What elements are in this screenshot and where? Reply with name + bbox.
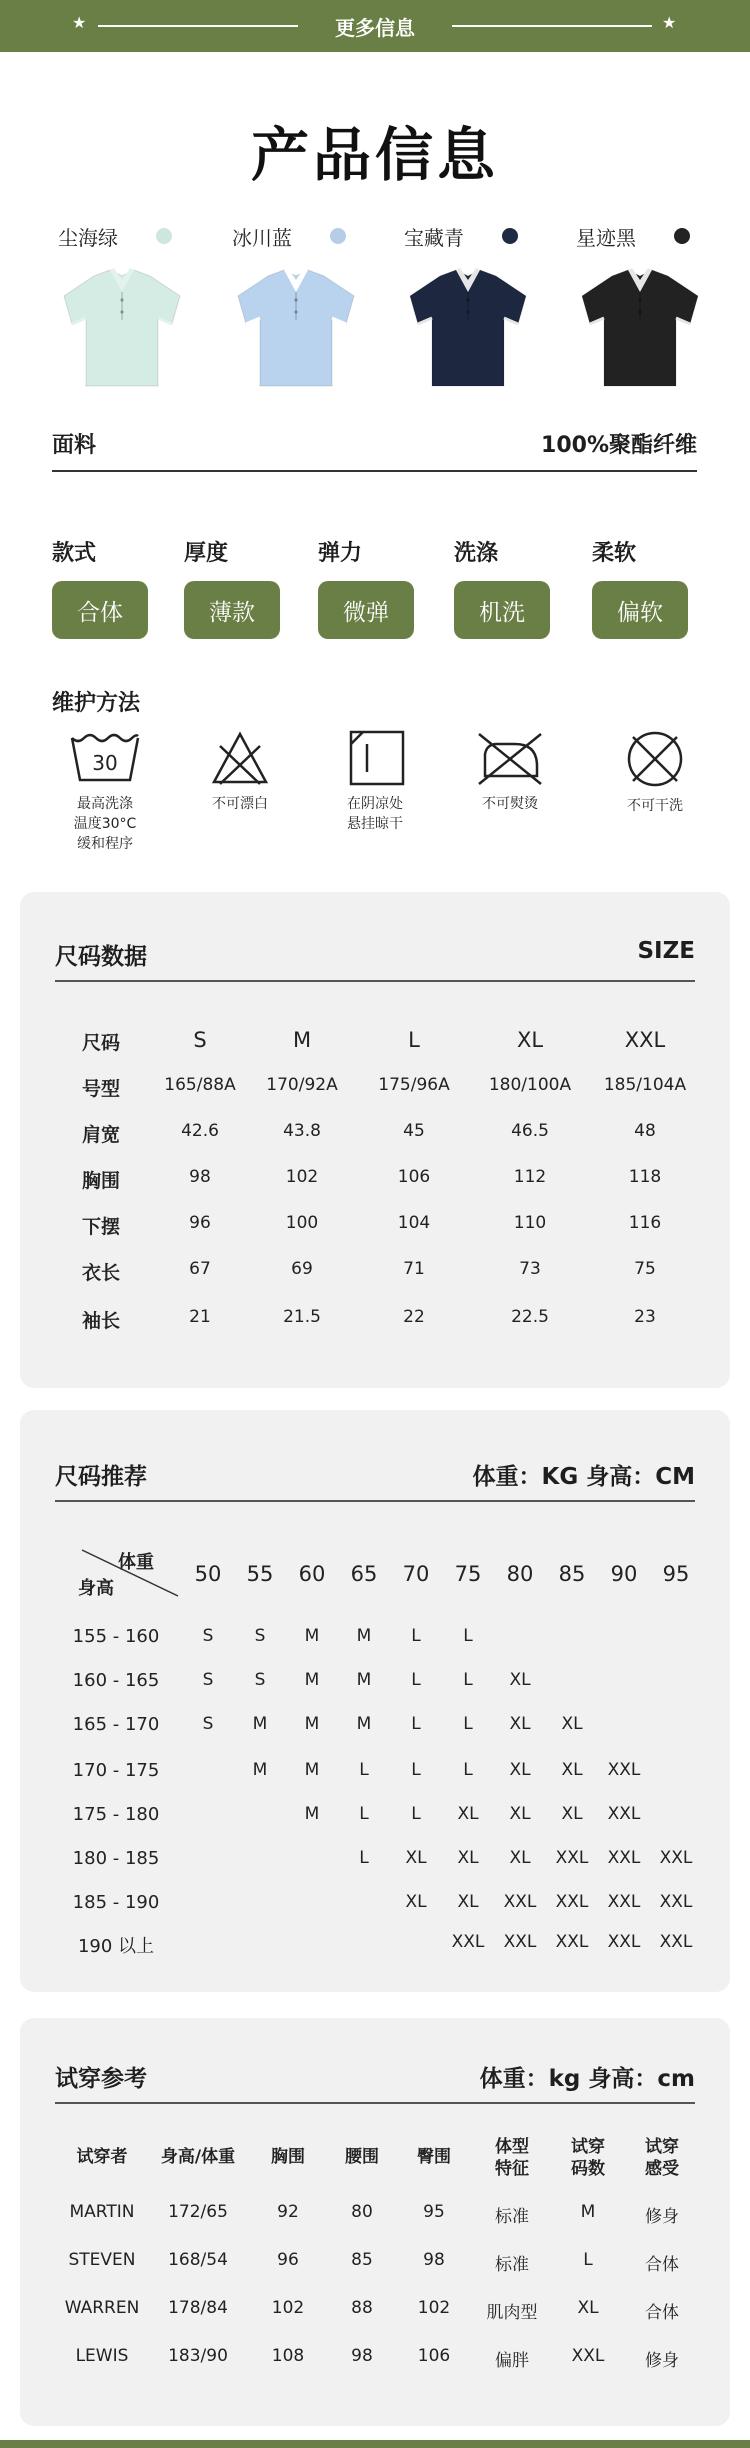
size-recommend-panel (20, 1410, 730, 1992)
svg-text:30: 30 (92, 751, 118, 775)
try-on-cell: 178/84 (168, 2298, 228, 2318)
try-on-cell: 标准 (495, 2255, 529, 2275)
attribute-badge: 薄款 (184, 581, 280, 639)
no-dry-clean-icon (590, 730, 720, 788)
size-data-cell: 116 (628, 1213, 662, 1233)
try-on-header-line: 特征 (495, 2159, 529, 2179)
try-on-header-line: 胸围 (271, 2147, 305, 2167)
size-data-cell: 22.5 (511, 1307, 549, 1327)
attribute-badge: 微弹 (318, 581, 414, 639)
care-text (310, 794, 440, 834)
weight-header-cell: 80 (506, 1562, 534, 1586)
recommended-size-cell: L (463, 1760, 473, 1780)
recommended-size-cell: XL (509, 1760, 531, 1780)
recommended-size-cell: L (359, 1804, 369, 1824)
size-data-row-label: 衣长 (82, 1262, 121, 1284)
no-bleach-icon (175, 730, 305, 786)
banner-title: 更多信息 (335, 16, 415, 40)
size-recommend-unit: 体重：KG 身高：CM (472, 1464, 695, 1490)
recommended-size-cell: XXL (659, 1892, 693, 1912)
size-data-cell: 73 (519, 1259, 541, 1279)
size-data-row-label: 胸围 (82, 1170, 121, 1192)
recommended-size-cell: L (411, 1714, 421, 1734)
size-header-cell: S (193, 1028, 207, 1052)
recommended-size-cell: L (463, 1714, 473, 1734)
attribute-badge: 合体 (52, 581, 148, 639)
size-header-cell: XXL (624, 1028, 666, 1052)
try-on-cell: 183/90 (168, 2346, 228, 2366)
recommended-size-cell: L (463, 1670, 473, 1690)
height-range-label: 155 - 160 (72, 1626, 160, 1647)
try-on-title: 试穿参考 (55, 2066, 147, 2092)
size-data-cell: 180/100A (488, 1075, 572, 1095)
attribute-badge: 机洗 (454, 581, 550, 639)
size-data-cell: 102 (285, 1167, 319, 1187)
try-on-cell: 95 (423, 2202, 445, 2222)
try-on-cell: XXL (571, 2346, 605, 2366)
care-text-line: 最高洗涤 (77, 796, 133, 812)
recommended-size-cell: L (411, 1626, 421, 1646)
size-recommend-header (55, 1450, 695, 1502)
star-icon: ★ (662, 13, 677, 32)
recommended-size-cell: XL (509, 1714, 531, 1734)
recommended-size-cell: M (356, 1626, 372, 1646)
polo-shirt-image (52, 262, 192, 392)
try-on-cell: 修身 (645, 2351, 679, 2371)
try-on-header-cell (606, 2136, 718, 2180)
fabric-label: 面料 (52, 433, 97, 458)
recommended-size-cell: M (356, 1670, 372, 1690)
star-icon: ★ (72, 13, 87, 32)
height-range-label: 175 - 180 (72, 1804, 160, 1825)
recommended-size-cell: L (359, 1760, 369, 1780)
size-data-cell: 170/92A (266, 1075, 338, 1095)
care-text-line: 不可熨烫 (482, 796, 538, 812)
recommended-size-cell: L (463, 1626, 473, 1646)
recommended-size-cell: L (411, 1804, 421, 1824)
height-range-label: 180 - 185 (72, 1848, 160, 1869)
try-on-cell: 106 (417, 2346, 451, 2366)
recommended-size-cell: M (304, 1760, 320, 1780)
try-on-cell: 172/65 (168, 2202, 228, 2222)
attribute-2 (318, 536, 428, 639)
weight-header-cell: 50 (194, 1562, 222, 1586)
attribute-3 (454, 536, 564, 639)
dry-in-shade-icon (310, 730, 440, 786)
size-data-cell: 185/104A (603, 1075, 687, 1095)
color-name: 尘海绿 (58, 226, 118, 250)
weight-header-cell: 70 (402, 1562, 430, 1586)
size-data-cell: 71 (403, 1259, 425, 1279)
try-on-header-line: 试穿者 (76, 2147, 128, 2167)
try-on-cell: 102 (271, 2298, 305, 2318)
recommended-size-cell: M (252, 1760, 268, 1780)
recommended-size-cell: XXL (503, 1892, 537, 1912)
try-on-person-name: LEWIS (75, 2346, 129, 2366)
weight-header-cell: 60 (298, 1562, 326, 1586)
try-on-header-line: 试穿 (645, 2137, 679, 2157)
recommended-size-cell: S (202, 1626, 214, 1646)
recommended-size-cell: XXL (607, 1848, 641, 1868)
care-item (40, 730, 170, 854)
attribute-4 (592, 536, 702, 639)
care-text-line: 不可漂白 (212, 796, 268, 812)
care-item (175, 730, 305, 814)
care-text-line: 缓和程序 (77, 836, 133, 852)
size-data-cell: 104 (397, 1213, 431, 1233)
attribute-label: 款式 (52, 541, 97, 566)
size-data-row-label: 号型 (82, 1078, 121, 1100)
corner-weight-label: 体重 (118, 1552, 154, 1573)
weight-header-cell: 90 (610, 1562, 638, 1586)
color-dot (502, 228, 518, 244)
recommended-size-cell: S (254, 1626, 266, 1646)
recommended-size-cell: XXL (555, 1892, 589, 1912)
size-data-cell: 75 (634, 1259, 656, 1279)
recommended-size-cell: XXL (607, 1760, 641, 1780)
corner-height-label: 身高 (78, 1578, 114, 1599)
footer-bar (0, 2440, 750, 2448)
recommended-size-cell: XL (509, 1670, 531, 1690)
try-on-cell: 92 (277, 2202, 299, 2222)
attribute-0 (52, 536, 162, 639)
recommended-size-cell: XXL (659, 1848, 693, 1868)
try-on-header-line: 感受 (645, 2159, 679, 2179)
polo-shirt-image (398, 262, 538, 392)
try-on-cell: 88 (351, 2298, 373, 2318)
recommended-size-cell: XXL (659, 1932, 693, 1952)
size-data-title: 尺码数据 (55, 944, 147, 970)
try-on-cell: L (583, 2250, 593, 2270)
try-on-cell: 108 (271, 2346, 305, 2366)
attribute-label: 洗涤 (454, 541, 499, 566)
fabric-value: 100%聚酯纤维 (541, 433, 697, 458)
corner-divider (80, 1548, 180, 1602)
size-data-cell: 67 (189, 1259, 211, 1279)
try-on-header-line: 试穿 (571, 2137, 605, 2157)
size-data-cell: 175/96A (378, 1075, 450, 1095)
recommended-size-cell: XXL (607, 1932, 641, 1952)
recommended-size-cell: XL (457, 1892, 479, 1912)
color-name: 宝藏青 (404, 226, 464, 250)
try-on-panel (20, 2018, 730, 2426)
recommended-size-cell: M (304, 1714, 320, 1734)
height-range-label: 190 以上 (77, 1936, 155, 1957)
size-data-cell: 100 (285, 1213, 319, 1233)
recommended-size-cell: XL (561, 1714, 583, 1734)
recommended-size-cell: L (411, 1760, 421, 1780)
try-on-cell: 85 (351, 2250, 373, 2270)
try-on-cell: 标准 (495, 2207, 529, 2227)
recommended-size-cell: M (304, 1670, 320, 1690)
try-on-header (55, 2052, 695, 2104)
polo-shirt-image (226, 262, 366, 392)
fabric-row (52, 422, 697, 472)
recommended-size-cell: L (359, 1848, 369, 1868)
size-data-cell: 45 (403, 1121, 425, 1141)
care-text-line: 温度30°C (73, 816, 137, 832)
recommended-size-cell: XL (561, 1804, 583, 1824)
try-on-person-name: STEVEN (68, 2250, 136, 2270)
try-on-header-line: 身高/体重 (160, 2147, 236, 2167)
recommended-size-cell: S (202, 1670, 214, 1690)
height-range-label: 165 - 170 (72, 1714, 160, 1735)
try-on-header-line: 腰围 (345, 2147, 379, 2167)
try-on-header-line: 码数 (571, 2159, 605, 2179)
size-data-cell: 46.5 (511, 1121, 549, 1141)
try-on-cell: 102 (417, 2298, 451, 2318)
care-text (175, 794, 305, 814)
care-item (590, 730, 720, 816)
try-on-cell: M (580, 2202, 596, 2222)
recommended-size-cell: XXL (607, 1804, 641, 1824)
recommended-size-cell: S (202, 1714, 214, 1734)
color-dot (674, 228, 690, 244)
size-data-row-label: 袖长 (82, 1310, 121, 1332)
polo-shirt-image (570, 262, 710, 392)
size-data-cell: 69 (291, 1259, 313, 1279)
try-on-cell: 修身 (645, 2207, 679, 2227)
size-data-cell: 43.8 (283, 1121, 321, 1141)
top-banner (0, 0, 750, 52)
try-on-cell: 98 (351, 2346, 373, 2366)
size-data-cell: 98 (189, 1167, 211, 1187)
size-data-cell: 23 (634, 1307, 656, 1327)
height-range-label: 160 - 165 (72, 1670, 160, 1691)
weight-header-cell: 85 (558, 1562, 586, 1586)
size-data-panel (20, 892, 730, 1388)
care-text-line: 悬挂晾干 (347, 816, 403, 832)
care-text (445, 794, 575, 814)
size-data-cell: 21 (189, 1307, 211, 1327)
size-data-unit: SIZE (637, 938, 695, 964)
recommended-size-cell: M (304, 1804, 320, 1824)
care-text-line: 不可干洗 (627, 798, 683, 814)
size-data-cell: 21.5 (283, 1307, 321, 1327)
recommended-size-cell: XXL (607, 1892, 641, 1912)
try-on-cell: XL (577, 2298, 599, 2318)
size-data-cell: 118 (628, 1167, 662, 1187)
care-text (40, 794, 170, 854)
recommended-size-cell: XL (561, 1760, 583, 1780)
size-header-cell: XL (516, 1028, 544, 1052)
try-on-cell: 肌肉型 (486, 2303, 538, 2323)
color-dot (330, 228, 346, 244)
banner-divider-right (452, 25, 652, 27)
weight-header-cell: 65 (350, 1562, 378, 1586)
recommended-size-cell: M (356, 1714, 372, 1734)
size-data-row-label: 下摆 (82, 1216, 121, 1238)
recommended-size-cell: XXL (451, 1932, 485, 1952)
height-range-label: 185 - 190 (72, 1892, 160, 1913)
try-on-header-line: 体型 (495, 2137, 529, 2157)
care-item (445, 730, 575, 814)
try-on-cell: 偏胖 (495, 2351, 529, 2371)
try-on-cell: 168/54 (168, 2250, 228, 2270)
size-data-cell: 110 (513, 1213, 547, 1233)
care-text-line: 在阴凉处 (347, 796, 403, 812)
weight-header-cell: 95 (662, 1562, 690, 1586)
recommended-size-cell: M (304, 1626, 320, 1646)
recommended-size-cell: XL (509, 1804, 531, 1824)
try-on-cell: 合体 (645, 2303, 679, 2323)
size-header-cell: L (408, 1028, 420, 1052)
size-data-cell: 96 (189, 1213, 211, 1233)
recommended-size-cell: XXL (555, 1932, 589, 1952)
attribute-label: 厚度 (184, 541, 229, 566)
size-data-cell: 42.6 (181, 1121, 219, 1141)
weight-header-cell: 55 (246, 1562, 274, 1586)
care-title: 维护方法 (52, 691, 141, 716)
page-title: 产品信息 (250, 121, 499, 189)
try-on-unit: 体重：kg 身高：cm (479, 2066, 695, 2092)
size-data-cell: 48 (634, 1121, 656, 1141)
try-on-cell: 80 (351, 2202, 373, 2222)
recommended-size-cell: XXL (503, 1932, 537, 1952)
color-name: 星迹黑 (576, 226, 636, 250)
try-on-cell: 96 (277, 2250, 299, 2270)
color-name: 冰川蓝 (232, 226, 292, 250)
size-data-cell: 106 (397, 1167, 431, 1187)
height-range-label: 170 - 175 (72, 1760, 160, 1781)
recommended-size-cell: XL (457, 1848, 479, 1868)
size-recommend-title: 尺码推荐 (55, 1464, 147, 1490)
size-header-cell: M (292, 1028, 312, 1052)
try-on-cell: 98 (423, 2250, 445, 2270)
attribute-label: 弹力 (318, 541, 363, 566)
care-item (310, 730, 440, 834)
recommended-size-cell: M (252, 1714, 268, 1734)
size-data-cell: 165/88A (164, 1075, 236, 1095)
size-data-row-label: 尺码 (82, 1032, 121, 1054)
recommended-size-cell: S (254, 1670, 266, 1690)
recommended-size-cell: XL (405, 1848, 427, 1868)
size-data-row-label: 肩宽 (82, 1124, 121, 1146)
recommended-size-cell: L (411, 1670, 421, 1690)
no-iron-icon (445, 730, 575, 786)
wash-30-icon (40, 730, 170, 786)
recommended-size-cell: XXL (555, 1848, 589, 1868)
color-dot (156, 228, 172, 244)
attribute-1 (184, 536, 294, 639)
attribute-badge: 偏软 (592, 581, 688, 639)
try-on-person-name: MARTIN (69, 2202, 135, 2222)
recommended-size-cell: XL (457, 1804, 479, 1824)
size-data-cell: 112 (513, 1167, 547, 1187)
care-text (590, 796, 720, 816)
size-data-cell: 22 (403, 1307, 425, 1327)
weight-header-cell: 75 (454, 1562, 482, 1586)
try-on-header-line: 臀围 (417, 2147, 451, 2167)
recommended-size-cell: XL (405, 1892, 427, 1912)
recommended-size-cell: XL (509, 1848, 531, 1868)
attribute-label: 柔软 (592, 541, 637, 566)
size-data-header (55, 930, 695, 982)
try-on-person-name: WARREN (64, 2298, 140, 2318)
try-on-cell: 合体 (645, 2255, 679, 2275)
